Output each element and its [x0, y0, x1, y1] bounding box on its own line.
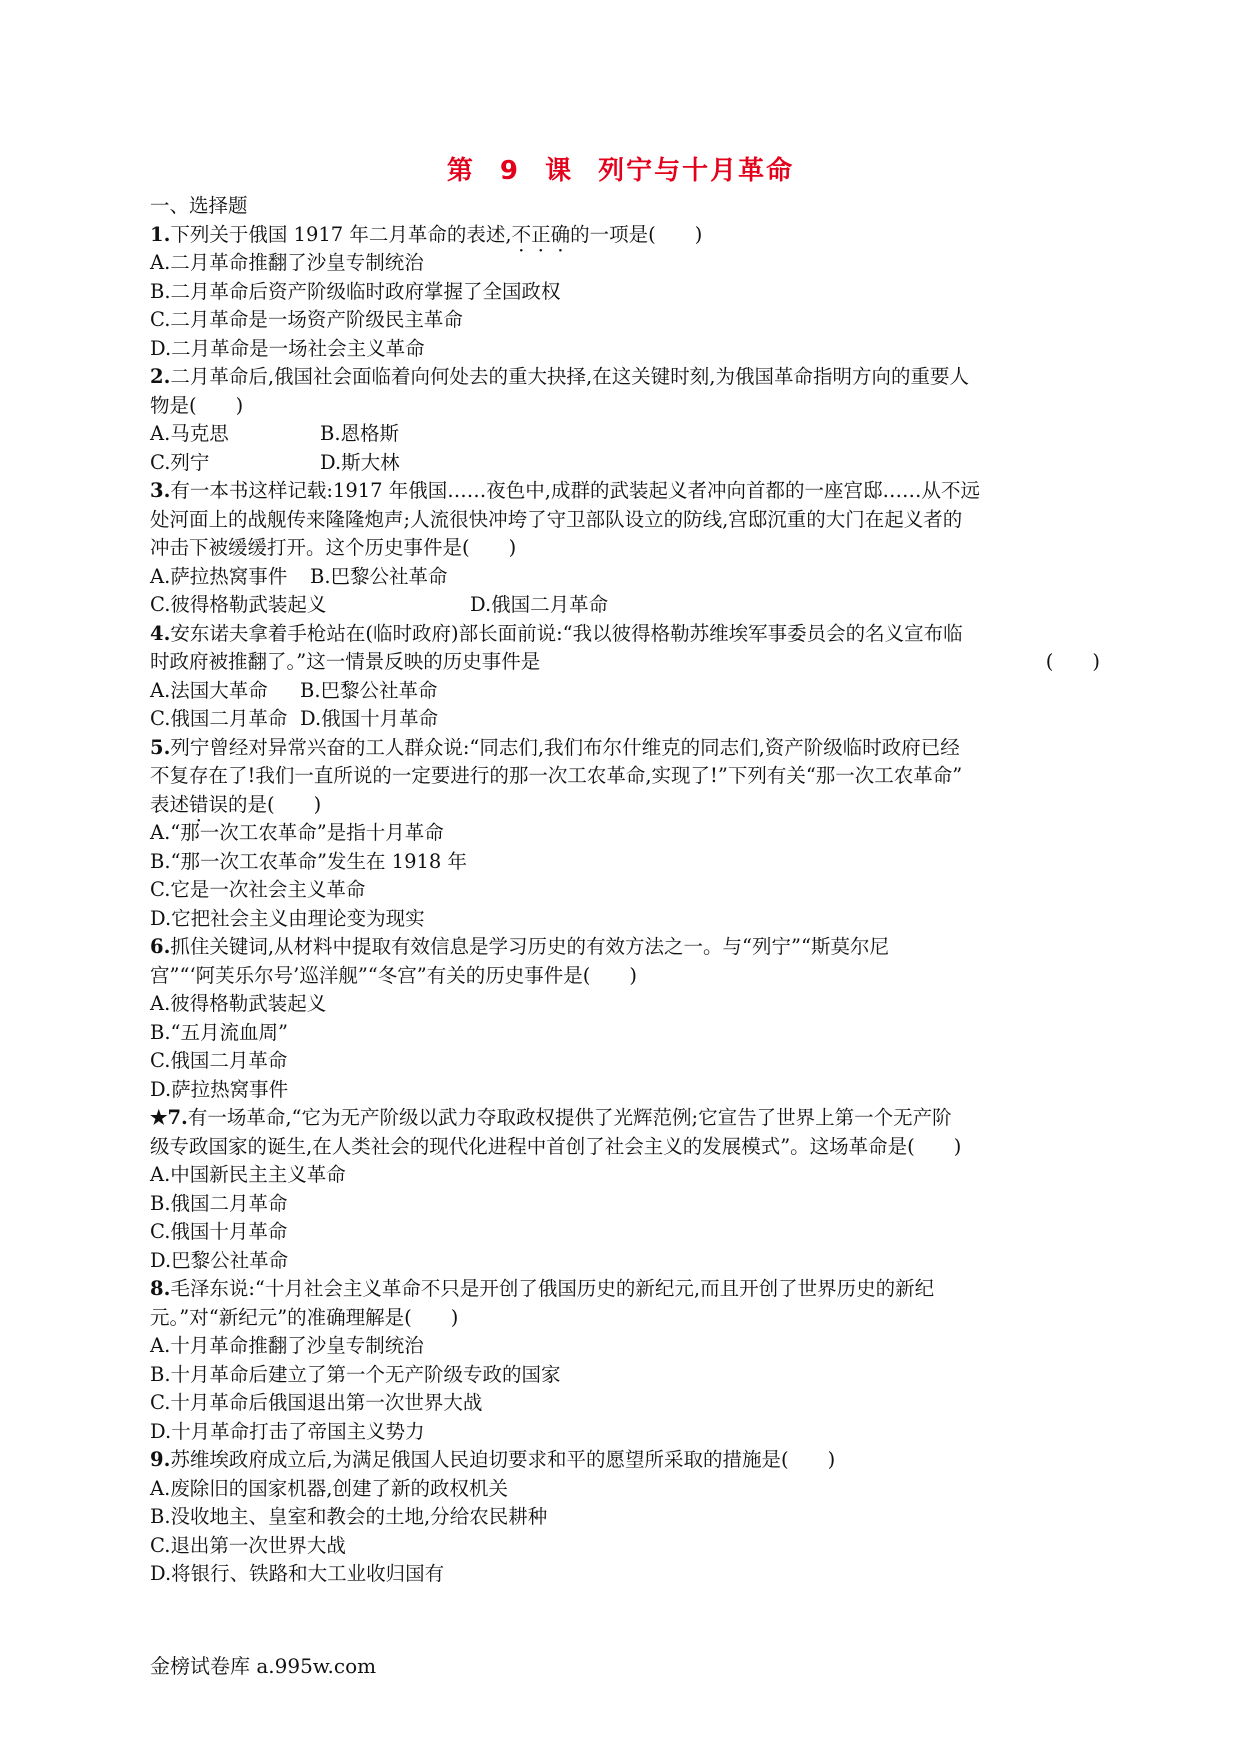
question-number: 5. [150, 735, 171, 759]
question-8 [150, 1275, 1110, 1446]
stem-text: 级专政国家的诞生,在人类社会的现代化进程中首创了社会主义的发展模式”。这场革命是( ) [150, 1134, 962, 1158]
footer-source: 金榜试卷库 a.995w.com [150, 1654, 377, 1678]
option-b: B.巴黎公社革命 [300, 678, 438, 702]
question-list [150, 192, 1110, 1589]
page-title: 第 9 课 列宁与十月革命 [446, 156, 795, 186]
option-c: C.俄国二月革命 [150, 707, 288, 730]
stem-text: 下列关于俄国 1917 年二月革命的表述, [170, 222, 512, 246]
option-a: A.马克思 [150, 422, 229, 445]
option-b: B.“那一次工农革命”发生在 1918 年 [150, 849, 467, 873]
option-c: C.列宁 [150, 450, 210, 474]
option-a: A.“那一次工农革命”是指十月革命 [150, 821, 444, 844]
option-d: D.斯大林 [320, 450, 400, 474]
section-heading: 一、选择题 [150, 194, 248, 217]
stem-text: 毛泽东说:“十月社会主义革命不只是开创了俄国历史的新纪元,而且开创了世界历史的新纪 [170, 1277, 935, 1300]
question-9 [150, 1446, 1110, 1589]
stem-text: 处河面上的战舰传来隆隆炮声;人流很快冲垮了守卫部队设立的防线,宫邸沉重的大门在起义者的 [150, 507, 963, 531]
option-c: C.十月革命后俄国退出第一次世界大战 [150, 1391, 483, 1414]
question-8-stem [150, 1275, 1110, 1304]
option-c: C.俄国十月革命 [150, 1220, 288, 1243]
question-number: 3. [150, 479, 171, 502]
option-d: D.萨拉热窝事件 [150, 1077, 289, 1101]
question-2 [150, 363, 1110, 477]
option-c: C.俄国二月革命 [150, 1049, 288, 1072]
stem-text [150, 648, 1110, 677]
emphasis-char: 不 [511, 222, 532, 246]
option-a: A.法国大革命 [150, 678, 268, 702]
option-row [150, 563, 1110, 592]
question-number: 8. [150, 1277, 171, 1300]
option-row [150, 705, 1110, 734]
question-3-stem [150, 477, 1110, 506]
emphasis-char: 正 [531, 222, 551, 246]
stem-text: 物是( ) [150, 393, 244, 417]
option-d: D.俄国十月革命 [300, 707, 439, 730]
stem-text: 苏维埃政府成立后,为满足俄国人民迫切要求和平的愿望所采取的措施是( ) [170, 1448, 836, 1471]
question-5-stem [150, 734, 1110, 763]
stem-text: 列宁曾经对异常兴奋的工人群众说:“同志们,我们布尔什维克的同志们,资产阶级临时政府已经 [170, 735, 960, 759]
question-4 [150, 620, 1110, 734]
question-number: 4. [150, 621, 171, 645]
emphasis-char: 错 [189, 792, 209, 816]
question-1-stem [150, 221, 1110, 250]
stem-text: 二月革命后,俄国社会面临着向何处去的重大抉择,在这关键时刻,为俄国革命指明方向的重要人 [170, 365, 969, 388]
question-6-stem [150, 933, 1110, 962]
option-c: C.彼得格勒武装起义 [150, 593, 327, 616]
option-d: D.将银行、铁路和大工业收归国有 [150, 1562, 445, 1585]
option-b: B.俄国二月革命 [150, 1191, 288, 1215]
stem-text: 有一本书这样记载:1917 年俄国……夜色中,成群的武装起义者冲向首都的一座宫邸……从不远 [170, 479, 980, 502]
option-row [150, 449, 1110, 478]
option-a: A.十月革命推翻了沙皇专制统治 [150, 1334, 424, 1357]
option-d: D.俄国二月革命 [470, 593, 609, 616]
option-c: C.二月革命是一场资产阶级民主革命 [150, 308, 463, 331]
question-6 [150, 933, 1110, 1104]
stem-text: 抓住关键词,从材料中提取有效信息是学习历史的有效方法之一。与“列宁”“斯莫尔尼 [170, 935, 889, 958]
option-b: B.巴黎公社革命 [310, 564, 448, 588]
option-b: B.二月革命后资产阶级临时政府掌握了全国政权 [150, 279, 561, 303]
option-row [150, 420, 1110, 449]
question-3 [150, 477, 1110, 620]
stem-text [150, 791, 1110, 820]
option-d: D.二月革命是一场社会主义革命 [150, 336, 425, 360]
stem-text: 元。”对“新纪元”的准确理解是( ) [150, 1305, 459, 1329]
option-d: D.它把社会主义由理论变为现实 [150, 906, 425, 930]
option-a: A.二月革命推翻了沙皇专制统治 [150, 251, 424, 274]
option-a: A.萨拉热窝事件 [150, 564, 288, 588]
question-7-stem [150, 1104, 1110, 1133]
option-d: D.巴黎公社革命 [150, 1248, 289, 1272]
stem-text: 冲击下被缓缓打开。这个历史事件是( ) [150, 536, 517, 559]
option-b: B.恩格斯 [320, 422, 400, 445]
option-a: A.废除旧的国家机器,创建了新的政权机关 [150, 1476, 508, 1500]
question-5 [150, 734, 1110, 934]
stem-text: 误的是( ) [208, 792, 322, 816]
option-b: B.没收地主、皇室和教会的土地,分给农民耕种 [150, 1505, 548, 1528]
question-2-stem [150, 363, 1110, 392]
stem-text: 安东诺夫拿着手枪站在(临时政府)部长面前说:“我以彼得格勒苏维埃军事委员会的名义宣布临 [170, 621, 963, 645]
question-9-stem [150, 1446, 1110, 1475]
question-number: 9. [150, 1448, 171, 1471]
stem-text: 的一项是( ) [570, 222, 703, 246]
stem-text: 有一场革命,“它为无产阶级以武力夺取政权提供了光辉范例;它宣告了世界上第一个无产阶 [187, 1106, 952, 1129]
question-number: ★7. [150, 1106, 188, 1129]
question-1 [150, 221, 1110, 364]
stem-text: 时政府被推翻了。”这一情景反映的历史事件是 [150, 650, 541, 673]
option-row [150, 591, 1110, 620]
option-c: C.退出第一次世界大战 [150, 1533, 346, 1557]
question-number: 1. [150, 222, 171, 246]
option-b: B.十月革命后建立了第一个无产阶级专政的国家 [150, 1362, 561, 1386]
option-row [150, 677, 1110, 706]
question-number: 2. [150, 365, 171, 388]
stem-text: 不复存在了!我们一直所说的一定要进行的那一次工农革命,实现了!”下列有关“那一次工农革命” [150, 764, 963, 787]
option-a: A.中国新民主主义革命 [150, 1163, 346, 1186]
question-4-stem [150, 620, 1110, 649]
option-a: A.彼得格勒武装起义 [150, 992, 327, 1015]
option-d: D.十月革命打击了帝国主义势力 [150, 1419, 425, 1443]
stem-text: 表述 [150, 792, 190, 816]
option-b: B.“五月流血周” [150, 1020, 288, 1044]
answer-paren: ( ) [1045, 650, 1100, 673]
question-7 [150, 1104, 1110, 1275]
emphasis-char: 确 [550, 222, 571, 246]
stem-text: 宫”“‘阿芙乐尔号’巡洋舰”“冬宫”有关的历史事件是( ) [150, 963, 637, 987]
option-c: C.它是一次社会主义革命 [150, 878, 366, 901]
question-number: 6. [150, 935, 171, 958]
